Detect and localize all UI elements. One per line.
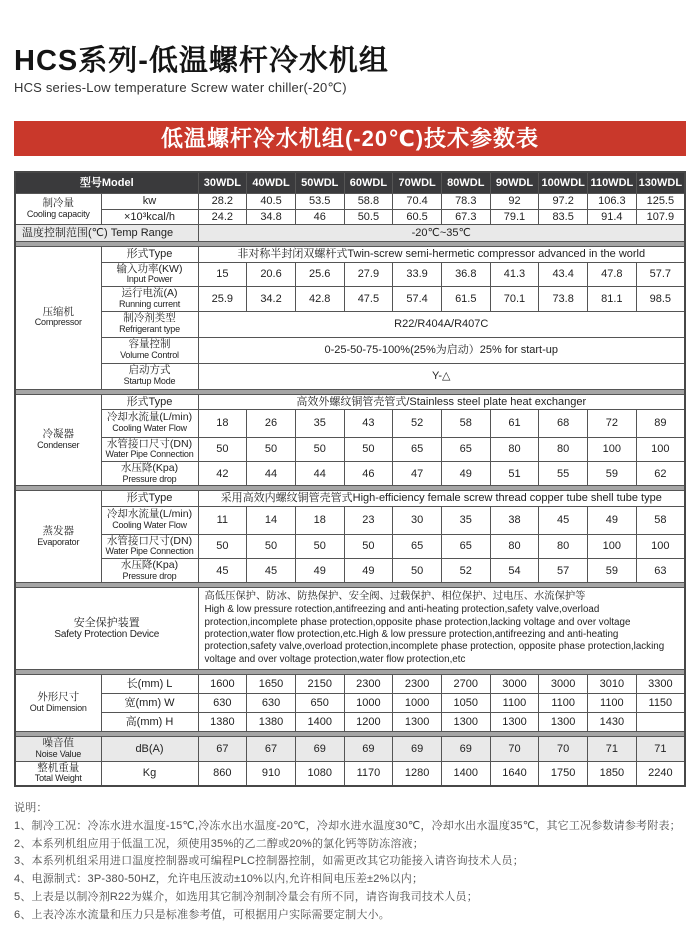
value-cell: 15 bbox=[198, 262, 247, 286]
value-cell: 38 bbox=[490, 506, 539, 534]
value-cell: 70 bbox=[490, 737, 539, 761]
value-cell: 100WDL bbox=[539, 172, 588, 194]
row-evaporator-pipe bbox=[15, 534, 685, 558]
sub-label-kcal: ×10³kcal/h bbox=[101, 209, 198, 224]
value-cell: 53.5 bbox=[295, 194, 344, 209]
sub-label-type: 形式Type bbox=[101, 491, 198, 506]
value-cell: 33.9 bbox=[393, 262, 442, 286]
value-cell: 1170 bbox=[344, 761, 393, 786]
value-cell: 55 bbox=[539, 462, 588, 486]
safety-label: 安全保护装置 Safety Protection Device bbox=[15, 588, 198, 670]
value-cell: 3000 bbox=[490, 675, 539, 694]
value-cell: 89 bbox=[636, 409, 685, 437]
sub-label-type: 形式Type bbox=[101, 394, 198, 409]
value-cell: 52 bbox=[441, 559, 490, 583]
value-cell: 107.9 bbox=[636, 209, 685, 224]
weight-unit: Kg bbox=[101, 761, 198, 786]
row-condenser-flow bbox=[15, 409, 685, 437]
value-cell: 40WDL bbox=[247, 172, 296, 194]
value-cell: 47 bbox=[393, 462, 442, 486]
temp-range-value: -20℃~35℃ bbox=[198, 224, 685, 241]
value-cell: 80 bbox=[539, 437, 588, 461]
row-condenser-pipe bbox=[15, 437, 685, 461]
row-evaporator-flow bbox=[15, 506, 685, 534]
value-cell: 860 bbox=[198, 761, 247, 786]
row-compressor-type bbox=[15, 246, 685, 262]
value-cell: 54 bbox=[490, 559, 539, 583]
row-width bbox=[15, 694, 685, 713]
value-cell: 18 bbox=[295, 506, 344, 534]
value-cell: 61 bbox=[490, 409, 539, 437]
note-line: 4、电源制式：3P-380-50HZ，允许电压波动±10%以内,允许相间电压差±2%以内； bbox=[14, 873, 424, 886]
row-startup-mode bbox=[15, 363, 685, 389]
row-cooling-kw bbox=[15, 194, 685, 209]
value-cell: 2700 bbox=[441, 675, 490, 694]
safety-value: 高低压保护、防冰、防热保护、安全阀、过载保护、相位保护、过电压、水流保护等 High & low pressure rotection,antifreezing and anti-heating protection,safety valve,overload protection,incomplete phase protection,opposite phase protection,lacking voltage and over voltage protection,water flow protection,etc.High & low pressure protection,antifreezing and anti-heating protection,safety valve,overload protection,incomplete phase protection, opposite phase protection,lacking voltage and over voltage protection,water flow protection,etc bbox=[198, 588, 685, 670]
value-cell: 45 bbox=[247, 559, 296, 583]
volume-control-value: 0-25-50-75-100%(25%为启动）25% for start-up bbox=[198, 337, 685, 363]
value-cell: 41.3 bbox=[490, 262, 539, 286]
value-cell: 25.9 bbox=[198, 287, 247, 311]
weight-label: 整机重量 Total Weight bbox=[15, 761, 101, 786]
sub-label-startup-mode: 启动方式 Startup Mode bbox=[101, 363, 198, 389]
value-cell: 49 bbox=[588, 506, 637, 534]
value-cell: 1100 bbox=[490, 694, 539, 713]
value-cell: 97.2 bbox=[539, 194, 588, 209]
value-cell: 52 bbox=[393, 409, 442, 437]
value-cell: 43 bbox=[344, 409, 393, 437]
group-evaporator: 蒸发器 Evaporator bbox=[15, 491, 101, 583]
value-cell: 57.7 bbox=[636, 262, 685, 286]
group-label-en: Compressor bbox=[34, 317, 82, 328]
note-line: 1、制冷工况：冷冻水进水温度-15℃,冷冻水出水温度-20℃，冷却水进水温度30℃，冷却水出水温度35℃，其它工况参数请参考附表； bbox=[14, 819, 681, 832]
value-cell: 44 bbox=[295, 462, 344, 486]
sub-label-input-power: 输入功率(KW) Input Power bbox=[101, 262, 198, 286]
value-cell: 1380 bbox=[198, 713, 247, 732]
value-cell: 42 bbox=[198, 462, 247, 486]
group-label-cn: 压缩机 bbox=[42, 305, 74, 318]
sub-label-kw: kw bbox=[101, 194, 198, 209]
value-cell: 78.3 bbox=[441, 194, 490, 209]
value-cell: 1300 bbox=[441, 713, 490, 732]
sub-label-water-flow: 冷却水流量(L/min) Cooling Water Flow bbox=[101, 506, 198, 534]
value-cell: 650 bbox=[295, 694, 344, 713]
row-weight bbox=[15, 761, 685, 786]
value-cell: 80 bbox=[490, 437, 539, 461]
value-cell: 63 bbox=[636, 559, 685, 583]
sub-label-pipe: 水管接口尺寸(DN) Water Pipe Connection bbox=[101, 534, 198, 558]
value-cell: 51 bbox=[490, 462, 539, 486]
value-cell: 79.1 bbox=[490, 209, 539, 224]
value-cell: 59 bbox=[588, 559, 637, 583]
table-header-row bbox=[15, 172, 685, 194]
value-cell: 57 bbox=[539, 559, 588, 583]
value-cell: 910 bbox=[247, 761, 296, 786]
value-cell: 58 bbox=[636, 506, 685, 534]
page-title: HCS系列-低温螺杆冷水机组 bbox=[14, 45, 389, 77]
value-cell: 49 bbox=[295, 559, 344, 583]
value-cell: 1400 bbox=[295, 713, 344, 732]
row-condenser-type bbox=[15, 394, 685, 409]
value-cell: 1380 bbox=[247, 713, 296, 732]
value-cell: 1300 bbox=[539, 713, 588, 732]
page bbox=[14, 0, 686, 925]
value-cell: 3300 bbox=[636, 675, 685, 694]
value-cell: 69 bbox=[393, 737, 442, 761]
sub-label-width: 宽(mm) W bbox=[101, 694, 198, 713]
value-cell: 50 bbox=[198, 534, 247, 558]
value-cell: 1750 bbox=[539, 761, 588, 786]
value-cell: 50 bbox=[393, 559, 442, 583]
value-cell: 1600 bbox=[198, 675, 247, 694]
value-cell: 34.8 bbox=[247, 209, 296, 224]
value-cell: 45 bbox=[539, 506, 588, 534]
value-cell: 49 bbox=[344, 559, 393, 583]
value-cell: 26 bbox=[247, 409, 296, 437]
value-cell: 50 bbox=[247, 534, 296, 558]
value-cell: 1100 bbox=[539, 694, 588, 713]
value-cell: 3010 bbox=[588, 675, 637, 694]
value-cell: 59 bbox=[588, 462, 637, 486]
value-cell: 47.5 bbox=[344, 287, 393, 311]
sub-label-length: 长(mm) L bbox=[101, 675, 198, 694]
startup-mode-value: Y-△ bbox=[198, 363, 685, 389]
value-cell: 50 bbox=[295, 437, 344, 461]
value-cell: 30WDL bbox=[198, 172, 247, 194]
noise-label: 噪音值 Noise Value bbox=[15, 737, 101, 761]
value-cell: 24.2 bbox=[198, 209, 247, 224]
value-cell: 42.8 bbox=[295, 287, 344, 311]
value-cell: 1300 bbox=[393, 713, 442, 732]
value-cell: 43.4 bbox=[539, 262, 588, 286]
value-cell: 80 bbox=[490, 534, 539, 558]
value-cell: 1850 bbox=[588, 761, 637, 786]
value-cell: 1300 bbox=[490, 713, 539, 732]
value-cell: 2150 bbox=[295, 675, 344, 694]
notes bbox=[14, 800, 686, 925]
group-compressor bbox=[15, 246, 101, 389]
value-cell: 630 bbox=[198, 694, 247, 713]
value-cell: 80 bbox=[539, 534, 588, 558]
page-subtitle: HCS series-Low temperature Screw water chiller(-20℃) bbox=[14, 80, 347, 96]
value-cell: 50 bbox=[344, 534, 393, 558]
note-line: 6、上表冷冻水流量和压力只是标准参考值，可根据用户实际需要定制大小。 bbox=[14, 908, 390, 921]
value-cell: 61.5 bbox=[441, 287, 490, 311]
value-cell: 1150 bbox=[636, 694, 685, 713]
value-cell: 1280 bbox=[393, 761, 442, 786]
value-cell: 73.8 bbox=[539, 287, 588, 311]
sub-label-height: 高(mm) H bbox=[101, 713, 198, 732]
value-cell: 98.5 bbox=[636, 287, 685, 311]
value-cell: 69 bbox=[295, 737, 344, 761]
noise-unit: dB(A) bbox=[101, 737, 198, 761]
value-cell: 70.4 bbox=[393, 194, 442, 209]
evaporator-type-value: 采用高效内螺纹铜管壳管式High-efficiency female screw thread copper tube shell tube type bbox=[198, 491, 685, 506]
value-cell: 125.5 bbox=[636, 194, 685, 209]
value-cell: 1650 bbox=[247, 675, 296, 694]
temp-range-label: 温度控制范围(℃) Temp Range bbox=[15, 224, 198, 241]
value-cell: 46 bbox=[295, 209, 344, 224]
value-cell: 3000 bbox=[539, 675, 588, 694]
value-cell: 110WDL bbox=[588, 172, 637, 194]
value-cell: 35 bbox=[441, 506, 490, 534]
row-running-current bbox=[15, 287, 685, 311]
row-safety bbox=[15, 588, 685, 670]
value-cell: 57.4 bbox=[393, 287, 442, 311]
value-cell: 35 bbox=[295, 409, 344, 437]
value-cell: 14 bbox=[247, 506, 296, 534]
value-cell: 50 bbox=[295, 534, 344, 558]
value-cell: 50 bbox=[344, 437, 393, 461]
value-cell: 23 bbox=[344, 506, 393, 534]
row-cooling-kcal bbox=[15, 209, 685, 224]
value-cell: 47.8 bbox=[588, 262, 637, 286]
spec-table bbox=[14, 171, 686, 787]
value-cell: 100 bbox=[636, 437, 685, 461]
value-cell: 71 bbox=[588, 737, 637, 761]
value-cell: 1100 bbox=[588, 694, 637, 713]
value-cell: 67 bbox=[247, 737, 296, 761]
value-cell: 44 bbox=[247, 462, 296, 486]
value-cell bbox=[636, 713, 685, 732]
value-cell: 67.3 bbox=[441, 209, 490, 224]
value-cell: 1000 bbox=[344, 694, 393, 713]
value-cell: 65 bbox=[441, 437, 490, 461]
row-height bbox=[15, 713, 685, 732]
value-cell: 60WDL bbox=[344, 172, 393, 194]
value-cell: 72 bbox=[588, 409, 637, 437]
value-cell: 80WDL bbox=[441, 172, 490, 194]
sub-label-type: 形式Type bbox=[101, 246, 198, 262]
row-evaporator-type bbox=[15, 491, 685, 506]
value-cell: 92 bbox=[490, 194, 539, 209]
value-cell: 27.9 bbox=[344, 262, 393, 286]
refrigerant-value: R22/R404A/R407C bbox=[198, 311, 685, 337]
group-label-cn: 制冷量 bbox=[42, 197, 74, 210]
value-cell: 1200 bbox=[344, 713, 393, 732]
row-evaporator-drop bbox=[15, 559, 685, 583]
model-header-cell: 型号Model bbox=[15, 172, 198, 194]
sub-label-pipe: 水管接口尺寸(DN) Water Pipe Connection bbox=[101, 437, 198, 461]
row-temp-range bbox=[15, 224, 685, 241]
value-cell: 45 bbox=[198, 559, 247, 583]
row-refrigerant bbox=[15, 311, 685, 337]
group-cooling-capacity bbox=[15, 194, 101, 224]
note-line: 3、本系列机组采用进口温度控制器或可编程PLC控制器控制，如需更改其它功能接入请咨询技术人员； bbox=[14, 855, 524, 868]
row-input-power bbox=[15, 262, 685, 286]
value-cell: 18 bbox=[198, 409, 247, 437]
value-cell: 91.4 bbox=[588, 209, 637, 224]
value-cell: 25.6 bbox=[295, 262, 344, 286]
value-cell: 50WDL bbox=[295, 172, 344, 194]
value-cell: 62 bbox=[636, 462, 685, 486]
note-line: 5、上表是以制冷剂R22为媒介，如选用其它制冷剂制冷量会有所不同，请咨询我司技术人员； bbox=[14, 891, 478, 904]
row-noise bbox=[15, 737, 685, 761]
value-cell: 30 bbox=[393, 506, 442, 534]
value-cell: 20.6 bbox=[247, 262, 296, 286]
group-condenser: 冷凝器 Condenser bbox=[15, 394, 101, 486]
notes-heading: 说明： bbox=[14, 802, 48, 814]
value-cell: 1640 bbox=[490, 761, 539, 786]
row-length bbox=[15, 675, 685, 694]
value-cell: 100 bbox=[588, 437, 637, 461]
condenser-type-value: 高效外螺纹铜管壳管式/Stainless steel plate heat exchanger bbox=[198, 394, 685, 409]
value-cell: 49 bbox=[441, 462, 490, 486]
value-cell: 70 bbox=[539, 737, 588, 761]
sub-label-pressure-drop: 水压降(Kpa) Pressure drop bbox=[101, 462, 198, 486]
value-cell: 90WDL bbox=[490, 172, 539, 194]
value-cell: 69 bbox=[344, 737, 393, 761]
value-cell: 68 bbox=[539, 409, 588, 437]
value-cell: 1000 bbox=[393, 694, 442, 713]
value-cell: 69 bbox=[441, 737, 490, 761]
value-cell: 2240 bbox=[636, 761, 685, 786]
value-cell: 70WDL bbox=[393, 172, 442, 194]
row-condenser-drop bbox=[15, 462, 685, 486]
group-label-en: Cooling capacity bbox=[26, 208, 90, 219]
sub-label-running-current: 运行电流(A) Running current bbox=[101, 287, 198, 311]
value-cell: 2300 bbox=[344, 675, 393, 694]
value-cell: 1050 bbox=[441, 694, 490, 713]
value-cell: 58 bbox=[441, 409, 490, 437]
value-cell: 100 bbox=[588, 534, 637, 558]
value-cell: 65 bbox=[393, 534, 442, 558]
value-cell: 83.5 bbox=[539, 209, 588, 224]
value-cell: 58.8 bbox=[344, 194, 393, 209]
value-cell: 11 bbox=[198, 506, 247, 534]
value-cell: 130WDL bbox=[636, 172, 685, 194]
group-dimension: 外形尺寸 Out Dimension bbox=[15, 675, 101, 732]
sub-label-volume-control: 容量控制 Volume Control bbox=[101, 337, 198, 363]
value-cell: 34.2 bbox=[247, 287, 296, 311]
value-cell: 2300 bbox=[393, 675, 442, 694]
value-cell: 50 bbox=[247, 437, 296, 461]
value-cell: 46 bbox=[344, 462, 393, 486]
value-cell: 50 bbox=[198, 437, 247, 461]
value-cell: 1400 bbox=[441, 761, 490, 786]
value-cell: 65 bbox=[393, 437, 442, 461]
value-cell: 70.1 bbox=[490, 287, 539, 311]
row-volume-control bbox=[15, 337, 685, 363]
sub-label-pressure-drop: 水压降(Kpa) Pressure drop bbox=[101, 559, 198, 583]
value-cell: 1080 bbox=[295, 761, 344, 786]
value-cell: 36.8 bbox=[441, 262, 490, 286]
value-cell: 65 bbox=[441, 534, 490, 558]
value-cell: 67 bbox=[198, 737, 247, 761]
value-cell: 81.1 bbox=[588, 287, 637, 311]
value-cell: 630 bbox=[247, 694, 296, 713]
section-banner: 低温螺杆冷水机组(-20℃)技术参数表 bbox=[14, 121, 686, 156]
value-cell: 1430 bbox=[588, 713, 637, 732]
sub-label-water-flow: 冷却水流量(L/min) Cooling Water Flow bbox=[101, 409, 198, 437]
value-cell: 71 bbox=[636, 737, 685, 761]
value-cell: 60.5 bbox=[393, 209, 442, 224]
compressor-type-value: 非对称半封闭双螺杆式Twin-screw semi-hermetic compressor advanced in the world bbox=[198, 246, 685, 262]
value-cell: 28.2 bbox=[198, 194, 247, 209]
sub-label-refrigerant: 制冷剂类型 Refrigerant type bbox=[101, 311, 198, 337]
value-cell: 100 bbox=[636, 534, 685, 558]
value-cell: 106.3 bbox=[588, 194, 637, 209]
note-line: 2、本系列机组应用于低温工况，须使用35%的乙二醇或20%的氯化钙等防冻溶液； bbox=[14, 837, 424, 850]
value-cell: 40.5 bbox=[247, 194, 296, 209]
value-cell: 50.5 bbox=[344, 209, 393, 224]
